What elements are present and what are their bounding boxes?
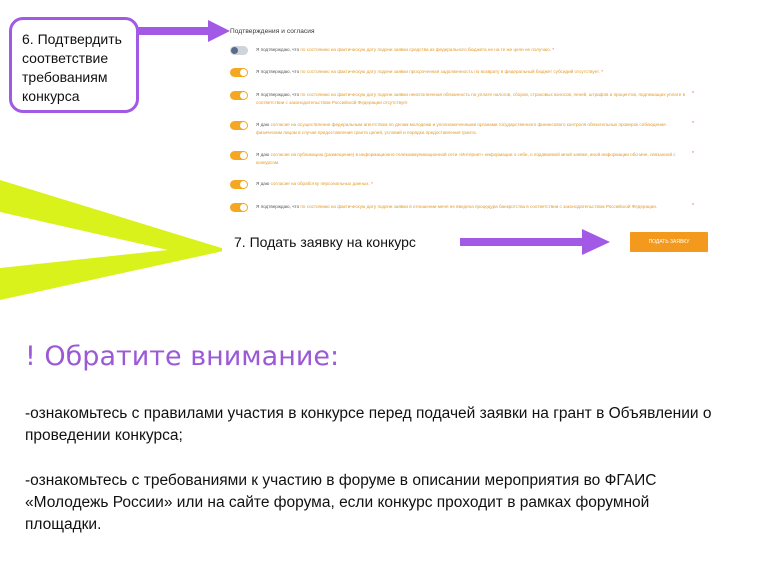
callout-line: требованиям xyxy=(22,69,108,85)
consent-text: Я подтверждаю, что по состоянию на фактическую дату подачи заявки просроченная задолженность по возврату в федеральный бюджет субсидий отсутствует. * xyxy=(256,69,603,74)
consent-text: Я подтверждаю, что по состоянию на фактическую дату подачи заявки в отношении меня не введена процедура банкротства в соответствии с законодательством Российской Федерации. xyxy=(256,204,658,209)
toggle-switch[interactable] xyxy=(230,121,248,130)
required-marker: * xyxy=(692,151,694,157)
required-marker: * xyxy=(692,121,694,127)
callout-line: соответствие xyxy=(22,50,109,66)
notice-paragraph: -ознакомьтесь с требованиями к участию в форуме в описании мероприятия во ФГАИС «Молодежь России» или на сайте форума, если конкурс проходит в рамках форумной площадки. xyxy=(25,472,657,533)
notice-paragraph: -ознакомьтесь с правилами участия в конкурсе перед подачей заявки на грант в Объявлении о проведении конкурса; xyxy=(25,405,712,444)
toggle-switch[interactable] xyxy=(230,91,248,100)
required-marker: * xyxy=(692,203,694,209)
callout-line: конкурса xyxy=(22,88,80,104)
consents-form-panel xyxy=(222,18,716,318)
callout-line: 6. Подтвердить xyxy=(22,31,122,47)
toggle-switch[interactable] xyxy=(230,180,248,189)
toggle-switch[interactable] xyxy=(230,203,248,212)
submit-application-button[interactable]: ПОДАТЬ ЗАЯВКУ xyxy=(630,232,708,252)
consent-text: Я даю согласие на осуществление федеральным агентством по делам молодежи и уполномоченными органами государственного финансового контроля обязательных проверок соблюдения физическим лицом в случае предоставления гранта целей, условий и порядка предоставления гранта. xyxy=(256,122,666,135)
consent-text: Я даю согласие на публикацию (размещение) в информационно-телекоммуникационной сети «Интернет» информации о себе, о подаваемой мной заявке, иной информации обо мне, связанной с конкурсом. xyxy=(256,152,676,165)
step-7-label: 7. Подать заявку на конкурс xyxy=(234,234,416,250)
toggle-switch[interactable] xyxy=(230,46,248,55)
consent-text: Я подтверждаю, что по состоянию на фактическую дату подачи заявки средства из федерального бюджета не на те же цели не получаю. * xyxy=(256,47,554,52)
consent-text: Я даю согласие на обработку персональных данных. * xyxy=(256,181,373,186)
callout-step-6 xyxy=(9,17,139,113)
arrow-right-icon xyxy=(138,20,230,42)
consent-text: Я подтверждаю, что по состоянию на фактическую дату подачи заявки неисполненная обязанность по уплате налогов, сборов, страховых взносов, пеней, штрафов и процентов, подлежащих уплате в соответствии с законодательством Российской Федерации отсутствует. xyxy=(256,92,686,105)
toggle-switch[interactable] xyxy=(230,151,248,160)
required-marker: * xyxy=(692,91,694,97)
section-title: Подтверждения и согласия xyxy=(230,28,315,35)
arrow-right-icon xyxy=(460,229,610,255)
toggle-switch[interactable] xyxy=(230,68,248,77)
notice-title: ! Обратите внимание: xyxy=(25,341,340,372)
